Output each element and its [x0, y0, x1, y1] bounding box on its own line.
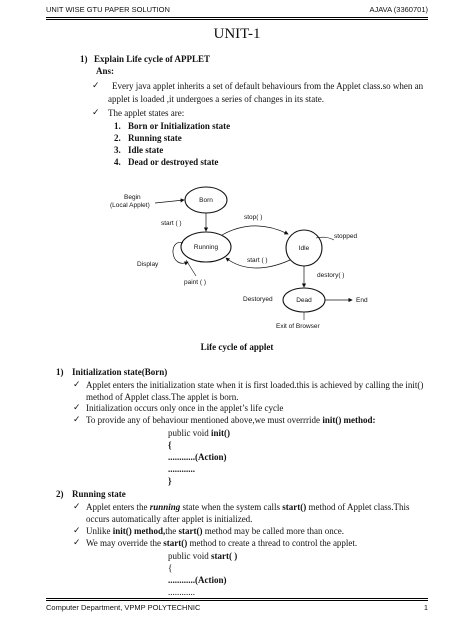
state-label-4: Dead or destroyed state — [128, 157, 219, 167]
q1-title: Explain Life cycle of APPLET — [94, 54, 210, 64]
state-num-2: 2. — [114, 133, 121, 143]
check-icon: ✓ — [73, 501, 81, 511]
s2-code-signature: public void start( ) — [168, 551, 238, 561]
paint-arrow — [186, 260, 196, 276]
page-number: 1 — [423, 603, 428, 612]
state-num-1: 1. — [114, 121, 121, 131]
s2-code-dots: ............ — [168, 587, 195, 597]
stop-arrow — [222, 226, 288, 235]
begin-local-label: (Local Applet) — [110, 202, 150, 209]
state-num-3: 3. — [114, 145, 121, 155]
s2-code-action: ............(Action) — [168, 575, 227, 585]
s1-code-signature: public void init() — [168, 428, 230, 438]
state-label-3: Idle state — [128, 145, 164, 155]
s2-title: Running state — [72, 489, 126, 499]
s1-title: Initialization state(Born) — [72, 367, 168, 377]
s1-b2: Initialization occurs only once in the applet’s life cycle — [86, 403, 284, 413]
header-right: AJAVA (3360701) — [369, 5, 428, 14]
page-footer — [46, 603, 428, 615]
stopped-label: stopped — [334, 233, 358, 240]
s2-b2: Unlike init() method,the start() method may be called more than once. — [86, 526, 344, 536]
exit-label: Exit of Browser — [276, 323, 320, 330]
destroy-label: destory( ) — [317, 272, 345, 279]
check-icon: ✓ — [73, 379, 81, 389]
stop-label: stop( ) — [244, 214, 263, 221]
diagram-caption: Life cycle of applet — [200, 342, 274, 352]
display-label: Display — [137, 261, 159, 268]
begin-arrow — [155, 200, 184, 203]
state-label-1: Born or Initialization state — [128, 121, 231, 131]
s2-b1-line2: occurs automatically after applet is initialized. — [86, 514, 253, 524]
s1-code-open: { — [168, 440, 172, 450]
state-label-2: Running state — [128, 133, 182, 143]
start2-label: start ( ) — [247, 257, 268, 264]
s1-code-dots: ............ — [168, 464, 195, 474]
end-label: End — [356, 297, 368, 304]
s1-b1-line1: Applet enters the initialization state when it is first loaded.this is achieved by calling the init() — [86, 380, 424, 390]
begin-label: Begin — [124, 194, 141, 201]
s1-b3: To provide any of behaviour mentioned above,we must overrride init() method: — [86, 415, 376, 425]
s1-code-action: ............(Action) — [168, 452, 227, 462]
footer-left: Computer Department, VPMP POLYTECHNIC — [46, 603, 201, 612]
s1-number: 1) — [56, 367, 64, 377]
s2-b3: We may override the start() method to create a thread to control the applet. — [86, 538, 358, 548]
start1-label: start ( ) — [161, 220, 182, 227]
s2-b1-line1: Applet enters the running state when the system calls start() method of Applet class.This — [86, 502, 410, 512]
state-num-4: 4. — [114, 157, 121, 167]
footer-rule — [46, 600, 428, 601]
s2-code-open: { — [168, 563, 173, 573]
unit-title: UNIT-1 — [213, 26, 261, 42]
paint-label: paint ( ) — [184, 279, 207, 286]
s2-number: 2) — [56, 489, 64, 499]
s1-code-close: } — [168, 476, 172, 486]
footer-rule — [46, 598, 428, 599]
check-icon: ✓ — [73, 537, 81, 547]
check-icon: ✓ — [73, 525, 81, 535]
idle-label: Idle — [298, 245, 310, 252]
check-icon: ✓ — [73, 414, 81, 424]
q1-number: 1) — [80, 54, 88, 64]
check-icon: ✓ — [73, 402, 81, 412]
dead-label: Dead — [296, 297, 312, 304]
q1-bullet1-line1: Every java applet inherits a set of default behaviours from the Applet class.so when an — [112, 81, 424, 91]
check-icon: ✓ — [92, 107, 100, 117]
q1-bullet1-line2: applet is loaded ,it undergoes a series of changes in its state. — [108, 94, 325, 104]
check-icon: ✓ — [92, 80, 100, 90]
destroyed-label: Destoryed — [243, 296, 273, 303]
header-left: UNIT WISE GTU PAPER SOLUTION — [46, 5, 170, 14]
q1-bullet2: The applet states are: — [108, 108, 185, 118]
running-label: Running — [193, 244, 219, 251]
ans-label: Ans: — [96, 66, 115, 76]
born-label: Born — [199, 197, 213, 204]
s1-b1-line2: method of Applet class.The applet is born. — [86, 392, 239, 402]
